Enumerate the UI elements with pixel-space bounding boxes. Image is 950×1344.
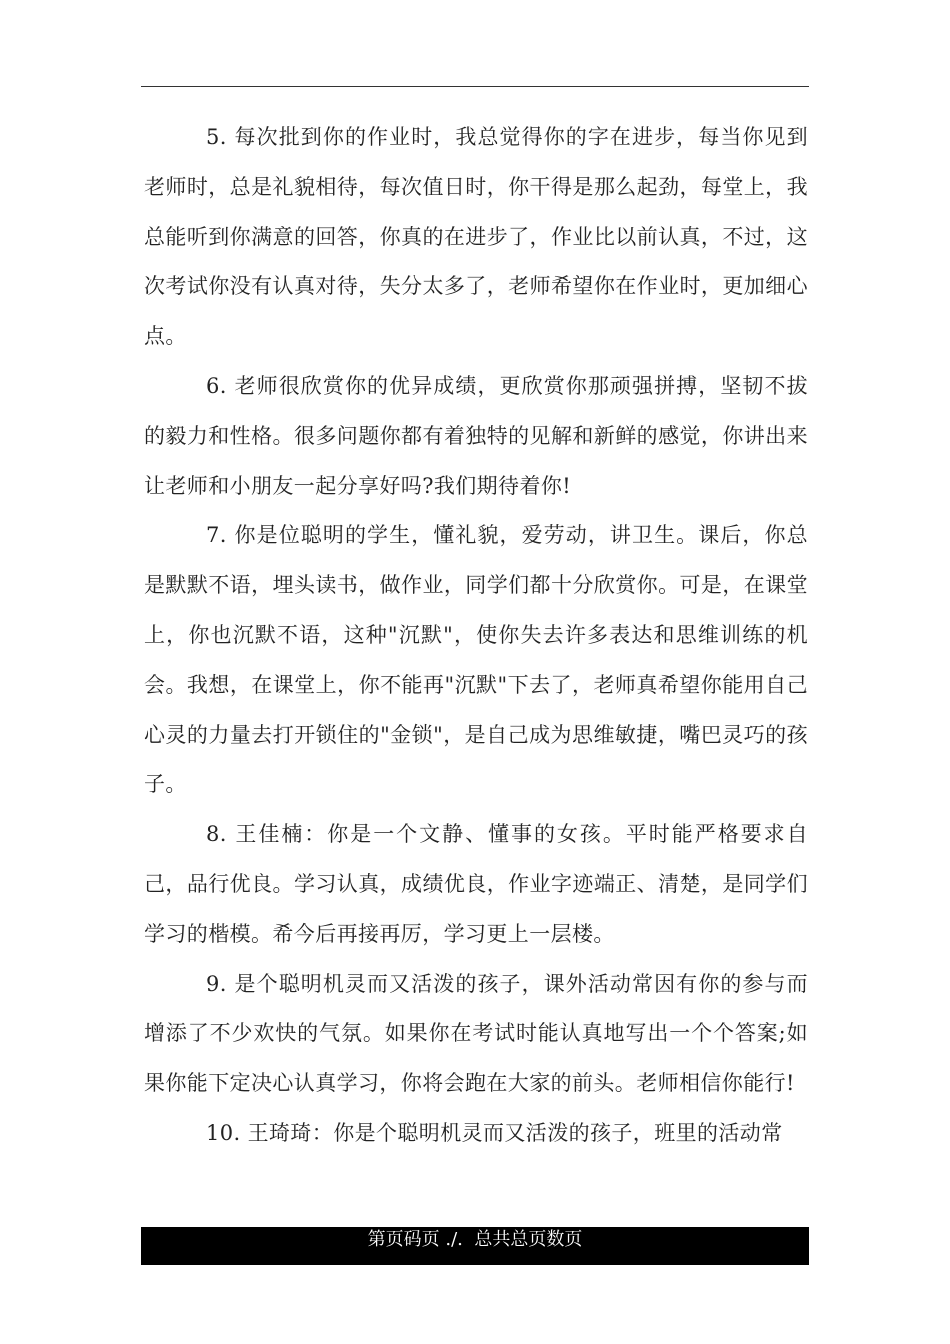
paragraph-6: 6. 老师很欣赏你的优异成绩，更欣赏你那顽强拼搏，坚韧不拔的毅力和性格。很多问题你都有着独特的见解和新鲜的感觉，你讲出来让老师和小朋友一起分享好吗?我们期待着你!: [144, 373, 808, 498]
paragraph-7: 7. 你是位聪明的学生，懂礼貌，爱劳动，讲卫生。课后，你总是默默不语，埋头读书，做作业，同学们都十分欣赏你。可是，在课堂上，你也沉默不语，这种"沉默"，使你失去许多表达和思维训练的机会。我想，在课堂上，你不能再"沉默"下去了，老师真希望你能用自己心灵的力量去打开锁住的"金锁"，是自己成为思维敏捷，嘴巴灵巧的孩子。: [144, 523, 808, 797]
header-rule: [141, 86, 809, 87]
paragraph-9: 9. 是个聪明机灵而又活泼的孩子，课外活动常因有你的参与而增添了不少欢快的气氛。如果你在考试时能认真地写出一个个答案;如果你能下定决心认真学习，你将会跑在大家的前头。老师相信你能行!: [144, 971, 808, 1096]
paragraph-8: 8. 王佳楠：你是一个文静、懂事的女孩。平时能严格要求自己，品行优良。学习认真，成绩优良，作业字迹端正、清楚，是同学们学习的楷模。希今后再接再厉，学习更上一层楼。: [144, 822, 808, 946]
page-footer: [141, 1227, 809, 1265]
page-number-text: 第页码页 ./. 总共总页数页: [367, 1229, 583, 1250]
document-body: [144, 113, 808, 1159]
paragraph-5: 5. 每次批到你的作业时，我总觉得你的字在进步，每当你见到老师时，总是礼貌相待，每次值日时，你干得是那么起劲，每堂上，我总能听到你满意的回答，你真的在进步了，作业比以前认真，不过，这次考试你没有认真对待，失分太多了，老师希望你在作业时，更加细心点。: [144, 125, 808, 349]
paragraph-10: 10. 王琦琦：你是个聪明机灵而又活泼的孩子，班里的活动常: [205, 1120, 783, 1145]
